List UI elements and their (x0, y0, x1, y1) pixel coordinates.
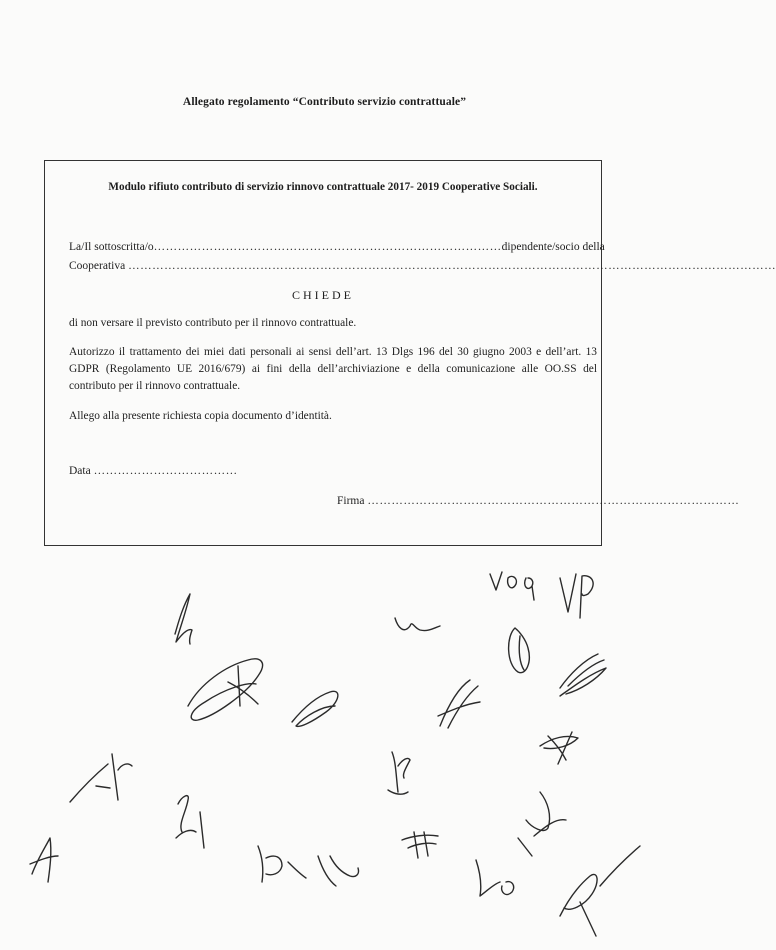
cooperative-label: Cooperativa (69, 260, 126, 272)
attachment-note: Allego alla presente richiesta copia documento d’identità. (69, 410, 332, 422)
date-label: Data (69, 465, 91, 477)
form-title: Modulo rifiuto contributo di servizio rinnovo contrattuale 2017- 2019 Cooperative Sociali. (108, 181, 538, 193)
handwritten-signatures-icon (0, 556, 649, 950)
signature-label: Firma (337, 495, 365, 507)
role-label: dipendente/socio della (501, 241, 605, 253)
signature-line (337, 495, 739, 507)
signatory-line (69, 241, 605, 253)
cooperative-name-field[interactable]: ……………………………………………………………………………………………………………………………………………… (128, 260, 776, 272)
signatory-label: La/Il sottoscritta/o (69, 241, 154, 253)
privacy-consent-text: Autorizzo il trattamento dei miei dati personali ai sensi dell’art. 13 Dlgs 196 del 30 giugno 2003 e dell’art. 13 GDPR (Regolamento UE 2016/679) ai fini della dell’archiviazione e della comunicazione alle OO.SS del contributo per il rinnovo contrattuale. (69, 346, 597, 392)
attachment-header: Allegato regolamento “Contributo servizio contrattuale” (182, 96, 467, 108)
signature-field[interactable]: ………………………………………………………………………………… (367, 495, 740, 507)
request-heading: CHIEDE (292, 288, 354, 302)
cooperative-line (69, 260, 776, 272)
refusal-form (44, 160, 776, 546)
signatory-name-field[interactable]: …………………………………………………………………………… (153, 241, 502, 253)
date-field[interactable]: ……………………………… (93, 465, 238, 477)
request-text: di non versare il previsto contributo per il rinnovo contrattuale. (69, 317, 357, 329)
date-line (69, 465, 238, 477)
